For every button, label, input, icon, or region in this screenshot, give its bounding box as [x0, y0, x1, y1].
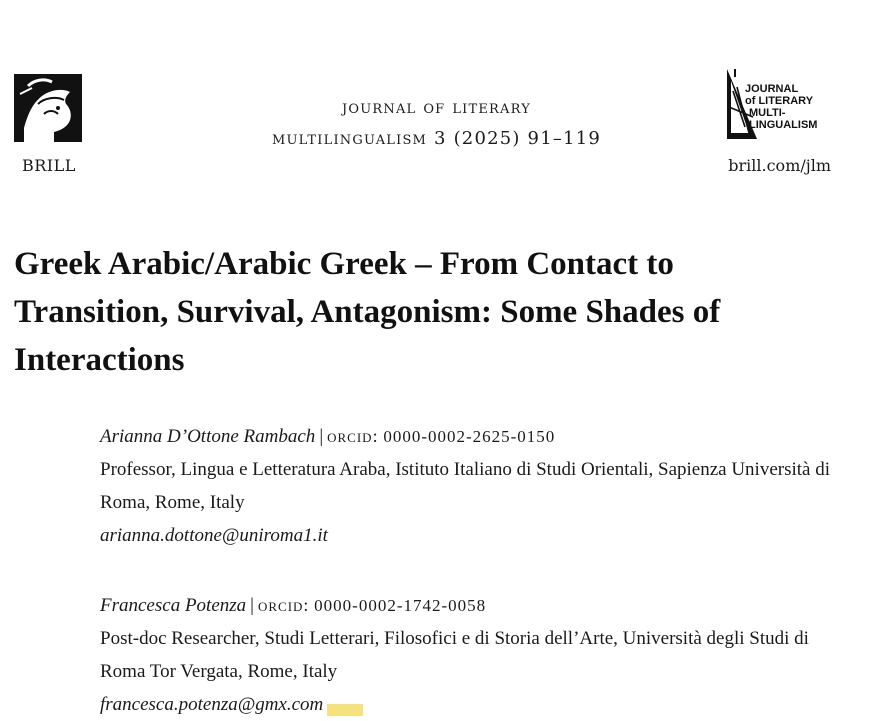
separator: |	[250, 595, 254, 616]
orcid-id-link[interactable]: 0000-0002-2625-0150	[383, 427, 556, 446]
jlm-logo-line-3: MULTI-	[749, 107, 786, 119]
jlm-logo-line-2: of LITERARY	[745, 95, 814, 107]
author-block	[100, 420, 840, 552]
author-name-line	[100, 420, 840, 453]
publisher-name: BRILL	[22, 156, 76, 175]
journal-url-link[interactable]: brill.com/jlm	[728, 156, 831, 175]
author-affiliation: Post-doc Researcher, Studi Letterari, Filosofici e di Storia dell’Arte, Università degli Studi di Roma Tor Vergata, Rome, Italy	[100, 628, 809, 682]
orcid-id-link[interactable]: 0000-0002-1742-0058	[314, 596, 487, 615]
brill-logo-icon	[14, 74, 82, 142]
author-email-link[interactable]: francesca.potenza@gmx.com	[100, 694, 324, 715]
author-email-link[interactable]: arianna.dottone@uniroma1.it	[100, 525, 328, 546]
jlm-logo-icon	[723, 67, 839, 143]
jlm-logo-line-4: LINGUALISM	[749, 119, 818, 131]
author-name: Arianna D’Ottone Rambach	[100, 426, 316, 447]
jlm-logo-line-1: JOURNAL	[745, 83, 799, 95]
author-block	[100, 589, 840, 721]
text-highlight-marker	[327, 704, 363, 716]
author-affiliation: Professor, Lingua e Letteratura Araba, Istituto Italiano di Studi Orientali, Sapienza Università di Roma, Rome, Italy	[100, 459, 831, 513]
journal-name-line: journal of literary	[341, 97, 531, 118]
article-title: Greek Arabic/Arabic Greek – From Contact to Transition, Survival, Antagonism: Some Shades of Interactions	[14, 246, 721, 378]
journal-header	[200, 92, 673, 154]
orcid-label: orcid:	[257, 595, 310, 615]
journal-issue-line: multilingualism 3 (2025) 91–119	[271, 128, 602, 149]
author-name: Francesca Potenza	[100, 595, 247, 616]
author-name-line	[100, 589, 840, 622]
separator: |	[319, 426, 324, 447]
orcid-label: orcid:	[327, 426, 379, 446]
